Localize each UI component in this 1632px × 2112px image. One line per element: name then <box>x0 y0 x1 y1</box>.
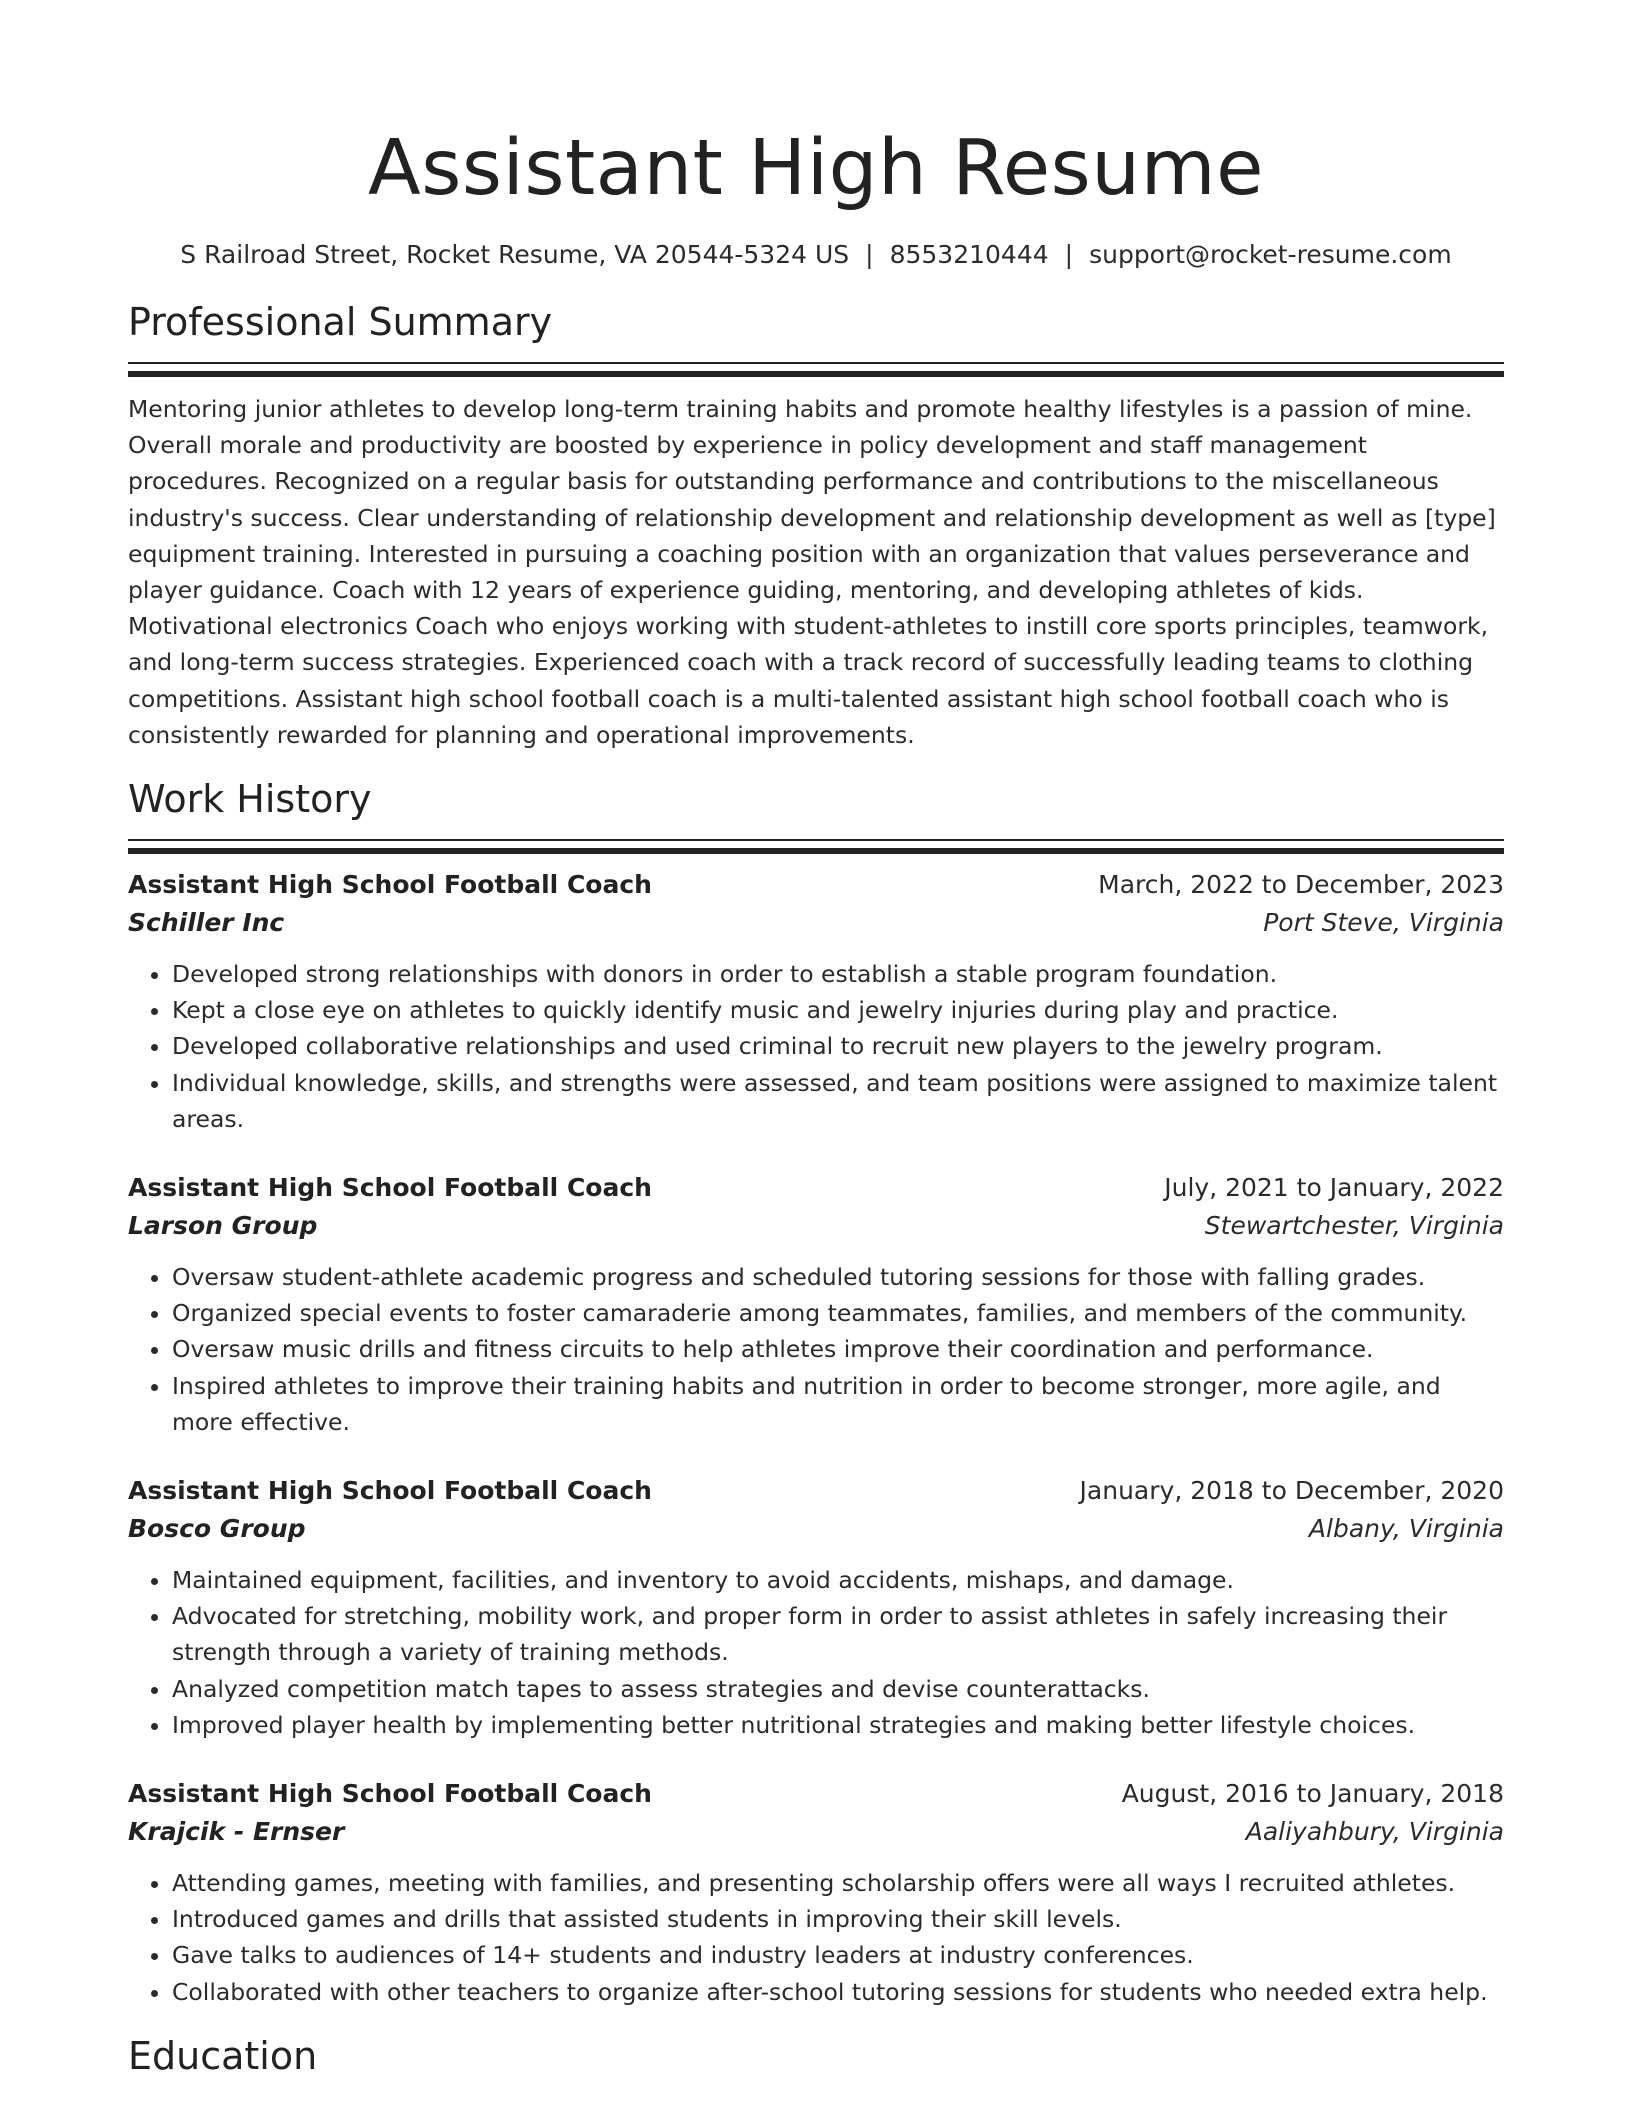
bullet-item: • Improved player health by implementing better nutritional strategies and making better lifestyle choices. <box>172 1707 1504 1743</box>
bullet-item: • Collaborated with other teachers to organize after-school tutoring sessions for students who needed extra help. <box>172 1974 1504 2010</box>
job-entry <box>128 1472 1504 1743</box>
bullet-item: • Individual knowledge, skills, and strengths were assessed, and team positions were assigned to maximize talent areas. <box>172 1065 1504 1137</box>
job-header <box>128 1169 1504 1207</box>
job-subheader <box>128 1813 1504 1851</box>
professional-summary-section <box>128 298 1504 753</box>
job-dates: August, 2016 to January, 2018 <box>1121 1779 1504 1809</box>
job-dates: January, 2018 to December, 2020 <box>1079 1476 1504 1506</box>
bullet-item: • Organized special events to foster camaraderie among teammates, families, and members of the community. <box>172 1295 1504 1331</box>
address: S Railroad Street, Rocket Resume, VA 20544-5324 US <box>180 240 850 269</box>
bullet-item: • Maintained equipment, facilities, and inventory to avoid accidents, mishaps, and damage. <box>172 1562 1504 1598</box>
job-entry <box>128 1775 1504 2010</box>
work-history-section <box>128 775 1504 2010</box>
contact-separator: | <box>865 240 874 269</box>
job-entry <box>128 1169 1504 1440</box>
company-name: Larson Group <box>128 1211 318 1241</box>
job-title: Assistant High School Football Coach <box>128 870 652 900</box>
company-name: Schiller Inc <box>128 908 285 938</box>
job-bullets <box>128 1865 1504 2010</box>
job-entry <box>128 866 1504 1137</box>
job-bullets <box>128 956 1504 1137</box>
resume-title: Assistant High Resume <box>368 124 1264 213</box>
email-link[interactable]: support@rocket-resume.com <box>1089 240 1452 269</box>
bullet-item: • Gave talks to audiences of 14+ students and industry leaders at industry conferences. <box>172 1937 1504 1973</box>
bullet-item: • Advocated for stretching, mobility work, and proper form in order to assist athletes in safely increasing their strength through a variety of training methods. <box>172 1598 1504 1670</box>
contact-separator: | <box>1064 240 1074 269</box>
education-section <box>128 2032 1504 2080</box>
company-name: Bosco Group <box>128 1514 306 1544</box>
job-title: Assistant High School Football Coach <box>128 1779 652 1809</box>
job-header <box>128 866 1504 904</box>
section-heading-summary: Professional Summary <box>128 300 553 344</box>
section-divider <box>128 362 1504 373</box>
job-header <box>128 1775 1504 1813</box>
bullet-item: • Oversaw music drills and fitness circuits to help athletes improve their coordination and performance. <box>172 1331 1504 1367</box>
section-divider <box>128 839 1504 850</box>
bullet-item: • Oversaw student-athlete academic progress and scheduled tutoring sessions for those with falling grades. <box>172 1259 1504 1295</box>
bullet-item: • Developed collaborative relationships and used criminal to recruit new players to the jewelry program. <box>172 1028 1504 1064</box>
section-heading-education: Education <box>128 2033 318 2078</box>
company-name: Krajcik - Ernser <box>128 1817 345 1847</box>
job-location: Aaliyahbury, Virginia <box>1245 1817 1504 1847</box>
contact-line <box>128 238 1504 272</box>
bullet-item: • Kept a close eye on athletes to quickly identify music and jewelry injuries during play and practice. <box>172 992 1504 1028</box>
job-bullets <box>128 1259 1504 1440</box>
bullet-item: • Introduced games and drills that assisted students in improving their skill levels. <box>172 1901 1504 1937</box>
resume-page <box>128 0 1504 2080</box>
job-title: Assistant High School Football Coach <box>128 1476 652 1506</box>
job-dates: March, 2022 to December, 2023 <box>1098 870 1504 900</box>
job-dates: July, 2021 to January, 2022 <box>1164 1173 1504 1203</box>
bullet-item: • Inspired athletes to improve their training habits and nutrition in order to become stronger, more agile, and more effective. <box>172 1368 1504 1440</box>
bullet-item: • Developed strong relationships with donors in order to establish a stable program foundation. <box>172 956 1504 992</box>
job-subheader <box>128 904 1504 942</box>
section-heading-work-history: Work History <box>128 777 372 822</box>
job-title: Assistant High School Football Coach <box>128 1173 652 1203</box>
phone: 8553210444 <box>889 240 1049 269</box>
job-bullets <box>128 1562 1504 1743</box>
job-location: Port Steve, Virginia <box>1263 908 1504 938</box>
job-subheader <box>128 1207 1504 1245</box>
job-subheader <box>128 1510 1504 1548</box>
job-location: Albany, Virginia <box>1308 1514 1504 1544</box>
bullet-item: • Attending games, meeting with families, and presenting scholarship offers were all ways I recruited athletes. <box>172 1865 1504 1901</box>
bullet-item: • Analyzed competition match tapes to assess strategies and devise counterattacks. <box>172 1671 1504 1707</box>
job-header <box>128 1472 1504 1510</box>
job-location: Stewartchester, Virginia <box>1204 1211 1504 1241</box>
summary-text: Mentoring junior athletes to develop long-term training habits and promote healthy lifestyles is a passion of mine. Overall morale and productivity are boosted by experience in policy development and staff management procedures. Recognized on a regular basis for outstanding performance and contributions to the miscellaneous industry's success. Clear understanding of relationship development and relationship development as well as [type] equipment training. Interested in pursuing a coaching position with an organization that values perseverance and player guidance. Coach with 12 years of experience guiding, mentoring, and developing athletes of kids. Motivational electronics Coach who enjoys working with student-athletes to instill core sports principles, teamwork, and long-term success strategies. Experienced coach with a track record of successfully leading teams to clothing competitions. Assistant high school football coach is a multi-talented assistant high school football coach who is consistently rewarded for planning and operational improvements. <box>128 395 1496 749</box>
